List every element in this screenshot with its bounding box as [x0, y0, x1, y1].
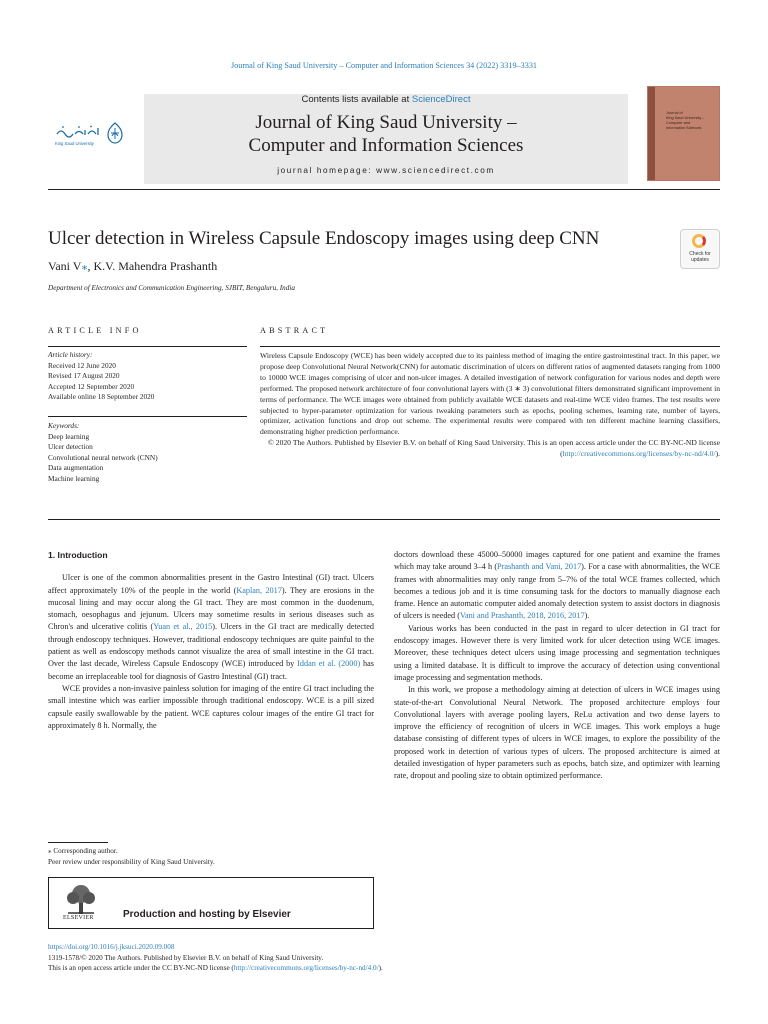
- affiliation: Department of Electronics and Communication Engineering, SJBIT, Bengaluru, India: [48, 284, 295, 292]
- author-list: Vani V⁎, K.V. Mahendra Prashanth: [48, 259, 218, 273]
- journal-name: Journal of King Saud University – Computer and Information Sciences: [248, 112, 524, 156]
- journal-citation[interactable]: Journal of King Saud University – Computer and Information Sciences 34 (2022) 3319–3331: [230, 61, 538, 70]
- article-info-heading: ARTICLE INFO: [48, 326, 142, 335]
- abstract-rule: [260, 346, 720, 347]
- issn-line: 1319-1578/© 2020 The Authors. Published by Elsevier B.V. on behalf of King Saud University.: [48, 953, 324, 962]
- body-column-right: [394, 549, 720, 783]
- ref-link[interactable]: Prashanth and Vani, 2017: [497, 562, 582, 572]
- open-access-line: This is an open access article under the CC BY-NC-ND license (http://creativecommons.org/licenses/by-nc-nd/4.0/).: [48, 964, 383, 972]
- abstract-body: [260, 351, 720, 460]
- paragraph: In this work, we propose a methodology aiming at detection of ulcers in WCE images using state-of-the-art Convolutional Neural Network. The proposed architecture employs four Convolutional layers with average pooling layers, ReLu activation and two dense layers to improve the efficiency of recognition of ulcers in WCE images. This work employs a huge database consisting of different types of ulcers in WCE images, to explore the possibility of the proposed work in detection of various types of ulcers. The proposed architecture is aimed at detailed investigation of hyper parameters such as epochs, batch size, and optimizer with learning rate, dropout and pooling size to obtain optimized performance.: [394, 685, 720, 781]
- elsevier-production-box: [48, 877, 374, 929]
- elsevier-label: ELSEVIER: [63, 915, 94, 921]
- license-link[interactable]: http://creativecommons.org/licenses/by-nc-nd/4.0/: [562, 449, 716, 459]
- ksu-arabic-wordmark-icon: [55, 124, 101, 138]
- abstract-copyright: © 2020 The Authors. Published by Elsevier B.V. on behalf of King Saud University. This is an open access article under the CC BY-NC-ND license (http://creativecommons.org/licenses/by-nc-nd/4.0/).: [268, 438, 720, 459]
- info-divider: [48, 416, 247, 417]
- abstract-bottom-rule: [48, 519, 720, 520]
- ref-link[interactable]: Iddan et al. (2000): [297, 659, 361, 669]
- keywords: Keywords: Deep learning Ulcer detection Convolutional neural network (CNN) Data augmentation Machine learning: [48, 421, 158, 483]
- production-hosting-text: Production and hosting by Elsevier: [123, 909, 291, 920]
- paragraph: doctors download these 45000–50000 images captured for one patient and examine the frames which may take around 3–4 h (Prashanth and Vani, 2017). For a case with abnormalities, the WCE frames with abnormalities may only range from 5–7% of the total WCE frames collected, which becomes a tedious job and it is time consuming task for the doctors to manually diagnose each frame. Hence an automatic computer aided anomaly detection system to assist doctors in diagnosis of ulcers is needed (Vani and Prashanth, 2018, 2016, 2017).: [394, 550, 720, 621]
- footnotes: [48, 846, 215, 868]
- sciencedirect-link[interactable]: ScienceDirect: [411, 94, 471, 105]
- journal-masthead: [144, 94, 628, 184]
- ref-link[interactable]: Yuan et al., 2015: [153, 622, 213, 632]
- header-divider: [48, 189, 720, 190]
- contents-lists: Contents lists available at ScienceDirect: [301, 94, 471, 105]
- peer-review-footnote: Peer review under responsibility of King Saud University.: [48, 858, 215, 866]
- elsevier-tree-icon: [64, 883, 98, 915]
- ksu-logo: [49, 122, 129, 152]
- check-updates-icon: [692, 234, 706, 248]
- body-column-left: [48, 549, 374, 732]
- article-history: Article history: Received 12 June 2020 Revised 17 August 2020 Accepted 12 September 2020 Available online 18 September 2020: [48, 350, 155, 401]
- abstract-text: Wireless Capsule Endoscopy (WCE) has been widely accepted due to its painless method of imaging the entire gastrointestinal tract. In this paper, we propose deep Convolutional Neural Network(CNN) for automatic discrimination of ulcers on different ratios of augmented datasets ranging from 1000 to 10000 WCE images comprising of ulcer and non-ulcer images. A detailed investigation of network configuration for various nodes and depth were performed. The proposed network architecture of four convolutional layers with (3 ∗ 3) convolutional filters demonstrated significant improvement in terms of performance. The WCE images were obtained from publicly available WCE datasets and real-time WCE video frames. The test results were subjected to hyper-parameter optimization for various tweaking parameters such as epochs, pooling schemes, learning rate, number of layers, optimizer, activation functions and drop out scheme. The experimental results were compared with ten different machine learning classifiers, demonstrating higher prediction performance.: [260, 351, 720, 437]
- license-link-bottom[interactable]: http://creativecommons.org/licenses/by-nc-nd/4.0/: [233, 964, 379, 972]
- ref-link[interactable]: Vani and Prashanth, 2018, 2016, 2017: [459, 611, 585, 621]
- paragraph: Ulcer is one of the common abnormalities present in the Gastro Intestinal (GI) tract. Ulcers affect approximately 10% of the people in the world (Kaplan, 2017). They are erosions in the mucosal lining and may occur along the GI tract. They are most common in the duodenum, stomach, oesophagus and jejunum. Ulcers may sometime results in serious diseases such as Chron's and ulcerative colitis (Yuan et al., 2015). Ulcers in the GI tract are medically detected through endoscopy techniques. However, traditional endoscopy techniques are quite painful to the patient as well as endoscopy methods cannot visualize the area of small intestine in the GI tract. Over the last decade, Wireless Capsule Endoscopy (WCE) introduced by Iddan et al. (2000) has become an irreplaceable tool for diagnosis of Gastro Intestinal (GI) tract.: [48, 573, 374, 681]
- section-heading-introduction: 1. Introduction: [48, 550, 108, 560]
- author-2: K.V. Mahendra Prashanth: [93, 259, 218, 273]
- article-info-rule: [48, 346, 247, 347]
- check-for-updates-badge[interactable]: Check for updates: [680, 229, 720, 269]
- paragraph: WCE provides a non-invasive painless solution for imaging of the entire GI tract including the small intestine which was earlier impossible through traditional endoscopy. WCE is a pill sized capsule easily swallowable by the patient. WCE captures colour images of the entire GI tract for approximately 8 h. Normally, the: [48, 683, 374, 730]
- cover-title: Journal of King Saud University – Computer and Information Sciences: [666, 111, 705, 130]
- paragraph: Various works has been conducted in the past in regard to ulcer detection in GI tract for endoscopy images. However there is very limited work for ulcer detection using WCE images. Moreover, these techniques detect ulcers using image processing and segmentation techniques using a limited database. It is difficult to improve the accuracy of detection using conventional image processing and segmentation methods.: [394, 623, 720, 682]
- author-1: Vani V: [48, 259, 82, 273]
- ksu-logo-text: King Saud University: [55, 141, 94, 146]
- journal-homepage: journal homepage: www.sciencedirect.com: [277, 166, 495, 175]
- corresponding-footnote: ⁎ Corresponding author.: [48, 847, 118, 855]
- homepage-link[interactable]: www.sciencedirect.com: [376, 166, 495, 175]
- article-title: Ulcer detection in Wireless Capsule Endoscopy images using deep CNN: [48, 228, 600, 249]
- abstract-heading: ABSTRACT: [260, 326, 329, 335]
- corresponding-author-mark[interactable]: ⁎: [81, 259, 88, 273]
- footnote-rule: [48, 842, 108, 843]
- bottom-publication-info: [48, 942, 383, 974]
- ref-link[interactable]: Kaplan, 2017: [236, 585, 282, 595]
- journal-cover-thumbnail[interactable]: [647, 86, 720, 181]
- ksu-seal-icon: [105, 122, 125, 144]
- doi-link[interactable]: https://doi.org/10.1016/j.jksuci.2020.09.008: [48, 943, 175, 951]
